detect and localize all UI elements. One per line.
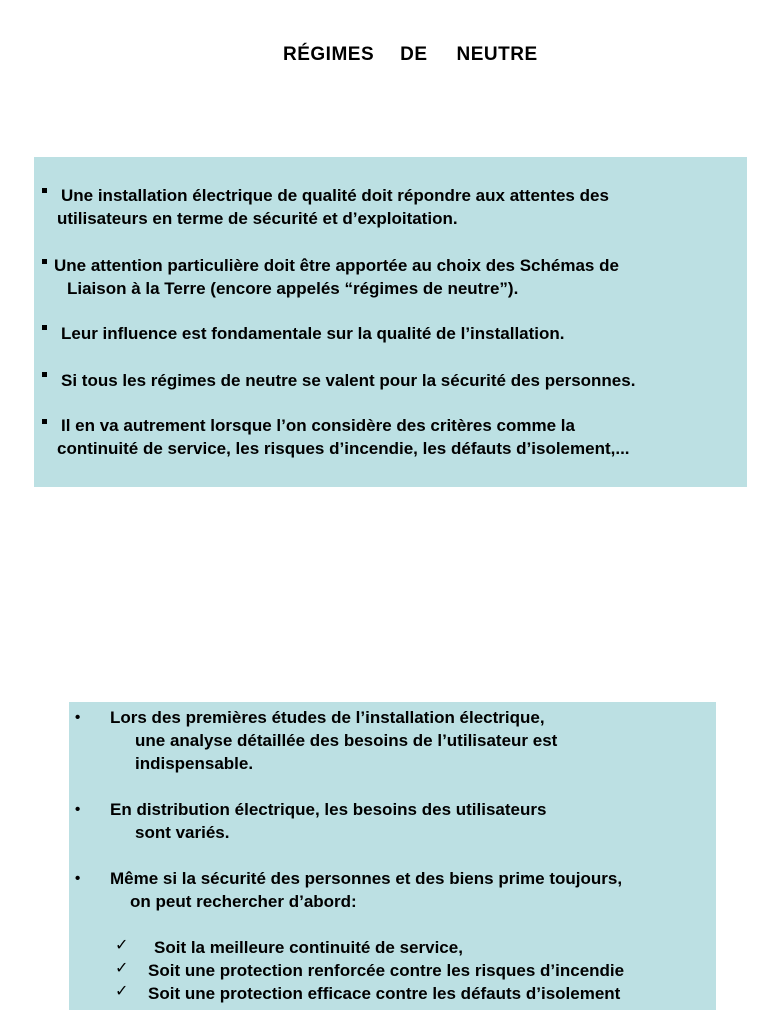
check-item-2: Soit une protection renforcée contre les risques d’incendie — [148, 961, 625, 980]
intro-item-5-line-2: continuité de service, les risques d’incendie, les défauts d’isolement,... — [57, 439, 630, 458]
check-item-1: Soit la meilleure continuité de service, — [154, 938, 463, 957]
req-item-3-line-1: Même si la sécurité des personnes et des biens prime toujours, — [110, 869, 623, 888]
intro-item-3-line-1: Leur influence est fondamentale sur la qualité de l’installation. — [61, 324, 565, 343]
checkmark-icon: ✓ — [115, 935, 129, 954]
intro-box — [34, 157, 747, 487]
requirements-box — [69, 702, 716, 1010]
req-item-1-line-2: une analyse détaillée des besoins de l’utilisateur est — [135, 731, 558, 750]
intro-item-1-line-1: Une installation électrique de qualité doit répondre aux attentes des — [61, 186, 609, 205]
round-bullet-icon: • — [75, 801, 81, 818]
square-bullet-icon — [42, 259, 47, 264]
round-bullet-icon: • — [75, 709, 81, 726]
intro-item-2-line-1: Une attention particulière doit être apportée au choix des Schémas de — [54, 256, 619, 275]
square-bullet-icon — [42, 188, 47, 193]
square-bullet-icon — [42, 372, 47, 377]
page-title — [283, 44, 538, 66]
req-item-1-line-1: Lors des premières études de l’installation électrique, — [110, 708, 545, 727]
intro-item-5-line-1: Il en va autrement lorsque l’on considère des critères comme la — [61, 416, 575, 435]
checkmark-icon: ✓ — [115, 958, 129, 977]
req-item-3-line-2: on peut rechercher d’abord: — [130, 892, 357, 911]
req-item-2-line-1: En distribution électrique, les besoins des utilisateurs — [110, 800, 547, 819]
checkmark-icon: ✓ — [115, 981, 129, 1000]
title-word-regimes: RÉGIMES — [283, 44, 375, 65]
intro-item-4-line-1: Si tous les régimes de neutre se valent pour la sécurité des personnes. — [61, 371, 636, 390]
title-word-de: DE — [400, 44, 428, 65]
square-bullet-icon — [42, 325, 47, 330]
req-item-1-line-3: indispensable. — [135, 754, 254, 773]
square-bullet-icon — [42, 419, 47, 424]
intro-item-2-line-2: Liaison à la Terre (encore appelés “régimes de neutre”). — [67, 279, 519, 298]
req-item-2-line-2: sont variés. — [135, 823, 230, 842]
intro-item-1-line-2: utilisateurs en terme de sécurité et d’exploitation. — [57, 209, 458, 228]
check-item-3: Soit une protection efficace contre les défauts d’isolement — [148, 984, 621, 1003]
title-word-neutre: NEUTRE — [456, 44, 538, 65]
round-bullet-icon: • — [75, 870, 81, 887]
